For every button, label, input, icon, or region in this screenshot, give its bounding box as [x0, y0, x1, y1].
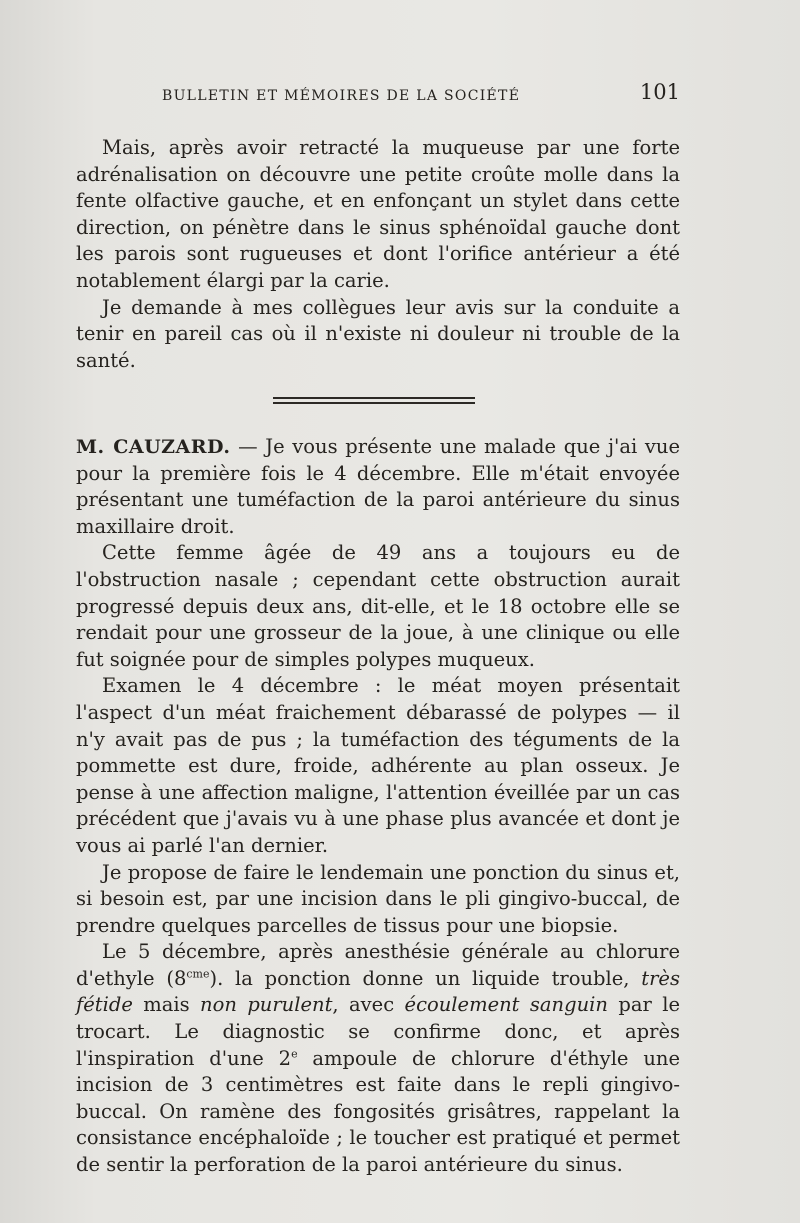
text-run: ampoule de chlorure d'éthyle une incision de 3 centimètres est faite dans le repli gingivo-buccal. On ramène des fongosités grisâtres, rappelant la consistance encéphaloïde ; le toucher est pratiqué et permet de sentir la perforation de la paroi antérieure du sinus.: [76, 1046, 680, 1177]
paragraph: Je demande à mes collègues leur avis sur la conduite a tenir en pareil cas où il n'existe ni douleur ni trouble de la santé.: [76, 295, 680, 372]
superscript: e: [291, 1047, 298, 1061]
paragraph: Je propose de faire le lendemain une ponction du sinus et, si besoin est, par une incision dans le pli gingivo-buccal, de prendre quelques parcelles de tissus pour une biopsie.: [76, 860, 680, 937]
divider-rule-top: [273, 397, 475, 399]
italic-text: écoulement sanguin: [404, 993, 608, 1017]
text-run: , avec: [332, 993, 405, 1017]
running-title: BULLETIN ET MÉMOIRES DE LA SOCIÉTÉ: [162, 88, 521, 104]
page-header: [160, 80, 680, 110]
paragraph-intro: [76, 434, 680, 540]
page-number: 101: [639, 80, 680, 104]
text-run: ). la ponction donne un liquide trouble,: [209, 966, 642, 990]
paragraph-procedure: [76, 939, 680, 1178]
text-run: mais: [132, 993, 201, 1017]
paragraph: Mais, après avoir retracté la muqueuse par une forte adrénalisation on découvre une petite croûte molle dans la fente olfactive gauche, et en enfonçant un stylet dans cette direction, on pénètre dans le sinus sphénoïdal gauche dont les parois sont rugueuses et dont l'orifice antérieur a été notablement élargi par la carie.: [76, 136, 680, 292]
text-run: Le 5 décembre, après anesthésie générale au chlorure d'ethyle (8: [76, 940, 680, 990]
superscript: cme: [186, 967, 210, 981]
section-divider: [273, 397, 475, 405]
italic-text: très fétide: [76, 966, 680, 1017]
italic-text: non purulent: [200, 993, 333, 1017]
text-run: par le trocart. Le diagnostic se confirme donc, et après l'inspiration d'une 2: [76, 993, 680, 1070]
paragraph: Cette femme âgée de 49 ans a toujours eu de l'obstruction nasale ; cependant cette obstruction aurait progressé depuis deux ans, dit-elle, et le 18 octobre elle se rendait pour une grosseur de la joue, à une clinique ou elle fut soignée pour de simples polypes muqueux.: [76, 541, 680, 671]
paragraph: Examen le 4 décembre : le méat moyen présentait l'aspect d'un méat fraichement débarassé de polypes — il n'y avait pas de pus ; la tuméfaction des téguments de la pommette est dure, froide, adhérente au plan osseux. Je pense à une affection maligne, l'attention éveillée par un cas précédent que j'avais vu à une phase plus avancée et dont je vous ai parlé l'an dernier.: [76, 674, 680, 857]
previous-case-text: [76, 135, 680, 374]
cauzard-communication: [76, 434, 680, 1179]
intro-text: — Je vous présente une malade que j'ai vue pour la première fois le 4 décembre. Elle m'était envoyée présentant une tuméfaction de la paroi antérieure du sinus maxillaire droit.: [76, 435, 680, 538]
divider-rule-bottom: [273, 402, 475, 404]
speaker-name: M. CAUZARD.: [76, 436, 231, 458]
